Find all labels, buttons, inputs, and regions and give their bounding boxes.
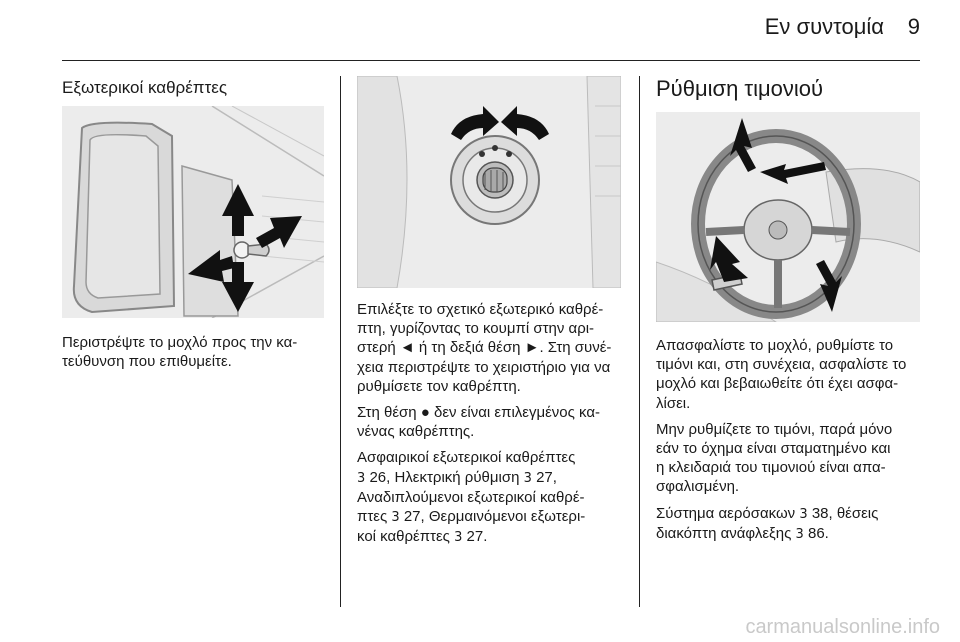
- text-line: 86.: [807, 524, 829, 542]
- text-line: Αναδιπλούμενοι εξωτερικοί καθρέ-: [357, 488, 585, 506]
- paragraph-select-mirror: [357, 300, 637, 396]
- page-ref-icon: 3: [391, 510, 400, 526]
- header-rule: [62, 60, 920, 61]
- text-line: ρυθμίσετε τον καθρέπτη.: [357, 377, 521, 395]
- page-ref-icon: 3: [795, 526, 804, 542]
- text-line: 27.: [466, 528, 488, 546]
- column-divider-2: [639, 76, 640, 607]
- text-line: τιμόνι και, στη συνέχεια, ασφαλίστε το: [656, 356, 907, 374]
- text-line: λίσει.: [656, 394, 691, 412]
- page-ref-icon: 3: [357, 470, 366, 486]
- text-line: πτη, γυρίζοντας το κουμπί στην αρι-: [357, 320, 595, 338]
- text-line: διακόπτη ανάφλεξης: [656, 524, 792, 542]
- page-ref-icon: 3: [799, 506, 808, 522]
- text-line: σφαλισμένη.: [656, 478, 740, 496]
- text-line: Στη θέση ● δεν είναι επιλεγμένος κα-: [357, 404, 601, 422]
- text-line: νένας καθρέπτης.: [357, 423, 475, 441]
- caption-line: Περιστρέψτε το μοχλό προς την κα-: [62, 334, 298, 351]
- figure-steering-wheel: [656, 112, 920, 322]
- text-line: εάν το όχημα είναι σταματημένο και: [656, 440, 891, 458]
- text-line: Απασφαλίστε το μοχλό, ρυθμίστε το: [656, 337, 894, 354]
- figure-mirror-lever: [62, 106, 324, 318]
- text-line: 27, Θερμαινόμενοι εξωτερι-: [403, 508, 586, 526]
- column-divider-1: [340, 76, 341, 607]
- text-line: κοί καθρέπτες: [357, 528, 450, 546]
- page-number: 9: [907, 14, 920, 39]
- section-heading-mirrors: Εξωτερικοί καθρέπτες: [62, 78, 228, 97]
- caption-line: τεύθυνση που επιθυμείτε.: [62, 353, 232, 371]
- text-line: Επιλέξτε το σχετικό εξωτερικό καθρέ-: [357, 301, 604, 318]
- text-line: πτες: [357, 508, 388, 526]
- text-line: 26, Ηλεκτρική ρύθμιση: [369, 468, 520, 486]
- figure-mirror-switch: [357, 76, 621, 288]
- paragraph-warning: [656, 420, 936, 497]
- watermark: carmanualsonline.info: [745, 616, 940, 638]
- text-line: Σύστημα αερόσακων: [656, 504, 796, 522]
- text-line: χεια περιστρέψτε το χειριστήριο για να: [357, 358, 611, 376]
- text-line: Μην ρυθμίζετε το τιμόνι, παρά μόνο: [656, 420, 893, 438]
- steering-text: [656, 336, 936, 551]
- text-line: στερή ◄ ή τη δεξιά θέση ►. Στη συνέ-: [357, 339, 612, 357]
- text-line: 27,: [536, 468, 557, 486]
- section-heading-steering: Ρύθμιση τιμονιού: [656, 76, 824, 101]
- page-ref-icon: 3: [454, 530, 463, 546]
- mirror-switch-text: [357, 300, 637, 554]
- text-line: η κλειδαριά του τιμονιού είναι απα-: [656, 459, 886, 477]
- caption-mirror-lever: [62, 333, 332, 371]
- paragraph-references: [357, 448, 637, 547]
- text-line: 38, θέσεις: [811, 504, 879, 522]
- paragraph-center-position: [357, 403, 637, 441]
- header-title: Εν συντομία: [764, 14, 884, 39]
- text-line: μοχλό και βεβαιωθείτε ότι έχει ασφα-: [656, 375, 899, 393]
- paragraph-unlock-lever: [656, 336, 936, 413]
- page-ref-icon: 3: [523, 470, 532, 486]
- text-line: Ασφαιρικοί εξωτερικοί καθρέπτες: [357, 449, 576, 467]
- paragraph-references: [656, 504, 936, 544]
